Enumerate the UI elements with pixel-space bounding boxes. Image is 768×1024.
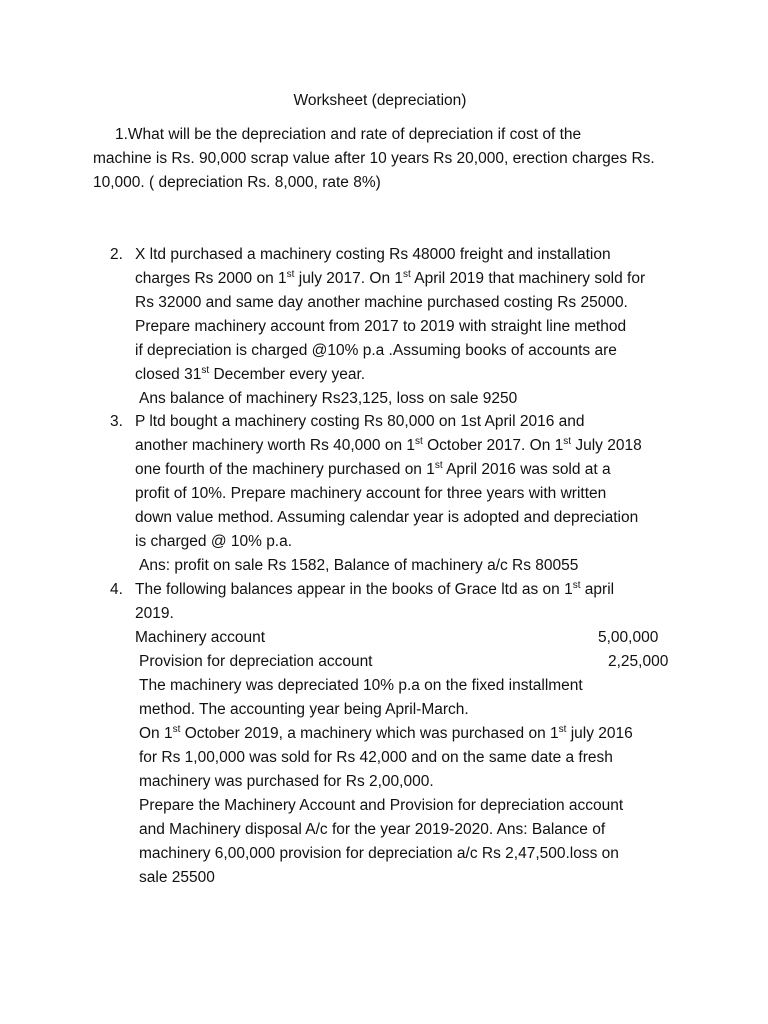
- balance-amount: 2,25,000: [608, 653, 669, 670]
- balance-amount: 5,00,000: [598, 629, 659, 646]
- answer-line: Ans: profit on sale Rs 1582, Balance of machinery a/c Rs 80055: [139, 557, 579, 574]
- question-number: 4.: [110, 581, 123, 598]
- question-4: [110, 578, 700, 890]
- page-title: Worksheet (depreciation): [293, 92, 467, 109]
- question-line: X ltd purchased a machinery costing Rs 48000 freight and installation: [135, 246, 611, 263]
- question-1-line: 10,000. ( depreciation Rs. 8,000, rate 8%): [93, 174, 381, 191]
- question-line: charges Rs 2000 on 1st july 2017. On 1st April 2019 that machinery sold for: [135, 268, 646, 287]
- question-line: P ltd bought a machinery costing Rs 80,000 on 1st April 2016 and: [135, 413, 585, 430]
- question-line: if depreciation is charged @10% p.a .Assuming books of accounts are: [135, 342, 617, 359]
- question-line: The following balances appear in the books of Grace ltd as on 1st april: [135, 579, 615, 598]
- balance-row-machinery: [135, 626, 700, 650]
- question-line: sale 25500: [139, 869, 215, 886]
- question-line: machinery 6,00,000 provision for depreciation a/c Rs 2,47,500.loss on: [139, 845, 619, 862]
- question-line: is charged @ 10% p.a.: [135, 533, 293, 550]
- balance-row-provision: [135, 650, 700, 674]
- question-line: On 1st October 2019, a machinery which was purchased on 1st july 2016: [139, 723, 633, 742]
- question-3: [110, 410, 700, 578]
- question-2: [110, 243, 700, 411]
- question-line: closed 31st December every year.: [135, 364, 366, 383]
- balance-label: Machinery account: [135, 629, 266, 646]
- question-line: another machinery worth Rs 40,000 on 1st October 2017. On 1st July 2018: [135, 435, 642, 454]
- question-line: method. The accounting year being April-March.: [139, 701, 469, 718]
- question-line: one fourth of the machinery purchased on 1st April 2016 was sold at a: [135, 459, 611, 478]
- question-number: 3.: [110, 413, 123, 430]
- question-1-line: 1.What will be the depreciation and rate of depreciation if cost of the: [115, 126, 582, 143]
- question-1-line: machine is Rs. 90,000 scrap value after 10 years Rs 20,000, erection charges Rs.: [93, 150, 655, 167]
- question-line: and Machinery disposal A/c for the year 2019-2020. Ans: Balance of: [139, 821, 606, 838]
- question-line: Rs 32000 and same day another machine purchased costing Rs 25000.: [135, 294, 628, 311]
- question-number: 2.: [110, 246, 123, 263]
- question-line: Prepare machinery account from 2017 to 2019 with straight line method: [135, 318, 627, 335]
- answer-line: Ans balance of machinery Rs23,125, loss on sale 9250: [139, 390, 518, 407]
- question-line: The machinery was depreciated 10% p.a on the fixed installment: [139, 677, 583, 694]
- question-line: Prepare the Machinery Account and Provision for depreciation account: [139, 797, 624, 814]
- question-line: 2019.: [135, 605, 174, 622]
- question-line: machinery was purchased for Rs 2,00,000.: [139, 773, 434, 790]
- question-1: [93, 123, 683, 195]
- question-line: for Rs 1,00,000 was sold for Rs 42,000 and on the same date a fresh: [139, 749, 613, 766]
- balance-label: Provision for depreciation account: [139, 653, 373, 670]
- question-line: profit of 10%. Prepare machinery account for three years with written: [135, 485, 607, 502]
- question-line: down value method. Assuming calendar year is adopted and depreciation: [135, 509, 639, 526]
